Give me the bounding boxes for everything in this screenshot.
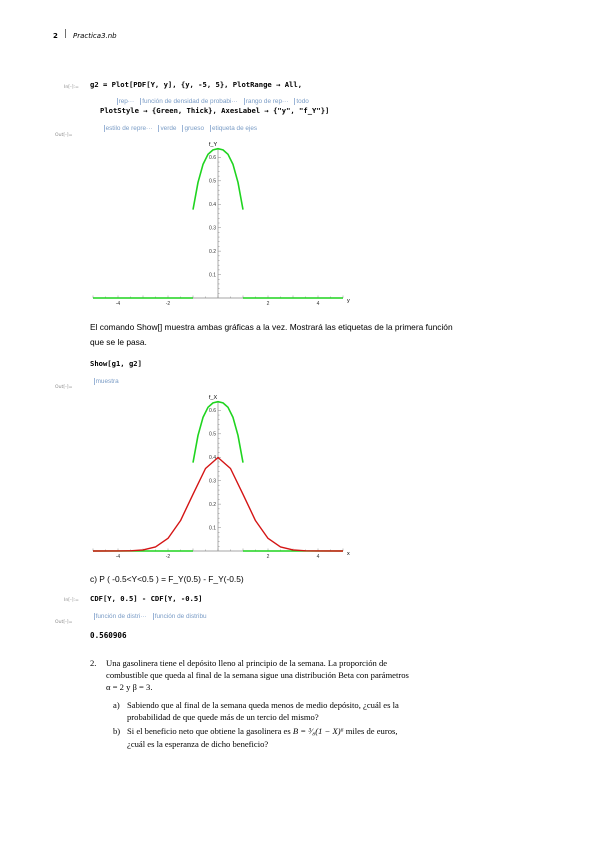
hint: rango de rep··· — [245, 98, 289, 105]
y-tick-label: 0.5 — [209, 178, 216, 185]
x-tick-label: 4 — [316, 554, 320, 560]
header-separator: | — [64, 29, 68, 39]
hint: rep··· — [118, 98, 135, 105]
x-axis-label: y — [347, 298, 350, 304]
result-value: 0.560906 — [90, 631, 127, 640]
benefit-formula: B = ³⁄₈(1 − X)⁶ — [292, 726, 344, 736]
hint: grueso — [184, 125, 204, 132]
x-tick-label: 2 — [266, 301, 270, 307]
probability-statement: c) P ( -0.5<Y<0.5 ) = F_Y(0.5) - F_Y(-0.5) — [90, 574, 244, 584]
y-tick-label: 0.4 — [209, 202, 216, 209]
hint: función de densidad de probabi··· — [142, 98, 238, 105]
y-tick-label: 0.1 — [209, 525, 216, 532]
y-tick-label: 0.3 — [209, 478, 216, 485]
problem-line: ¿cuál es la esperanza de dicho beneficio? — [127, 739, 269, 749]
subpart-label: a) — [113, 700, 120, 710]
problem-line — [127, 726, 398, 737]
code-line[interactable]: g2 = Plot[PDF[Y, y], {y, -5, 5}, PlotRange → All, — [90, 80, 303, 89]
y-tick-label: 0.6 — [209, 408, 216, 415]
input-label: In[-]:= — [64, 598, 79, 603]
x-axis-label: x — [347, 551, 350, 557]
hint: etiqueta de ejes — [212, 125, 258, 132]
code-line[interactable]: Show[g1, g2] — [90, 359, 142, 368]
pdf-plot-show — [85, 391, 365, 563]
autocomplete-hints — [90, 371, 125, 385]
output-label: Out[-]= — [55, 133, 73, 138]
y-tick-label: 0.6 — [209, 155, 216, 162]
problem-line: α = 2 y β = 3. — [106, 682, 153, 692]
input-label: In[-]:= — [64, 85, 79, 90]
problem-line: probabilidad de que quede más de un tercio del mismo? — [127, 712, 319, 722]
x-tick-label: -2 — [165, 554, 171, 560]
problem-text: Si el beneficio neto que obtiene la gasolinera es — [127, 726, 293, 736]
hint: muestra — [95, 378, 119, 385]
x-tick-label: -2 — [165, 301, 171, 307]
output-label: Out[-]= — [55, 385, 73, 390]
hint: verde — [160, 125, 177, 132]
x-tick-label: -4 — [115, 554, 121, 560]
hint: todo — [296, 98, 309, 105]
page-number: 2 — [53, 32, 58, 40]
autocomplete-hints — [113, 91, 315, 105]
y-tick-label: 0.4 — [209, 455, 216, 462]
paragraph-line: El comando Show[] muestra ambas gráficas a la vez. Mostrará las etiquetas de la primera función — [90, 322, 453, 332]
y-tick-label: 0.3 — [209, 225, 216, 232]
paragraph-line: que se le pasa. — [90, 337, 147, 347]
problem-line: Sabiendo que al final de la semana queda menos de medio depósito, ¿cuál es la — [127, 700, 399, 710]
output-label: Out[-]= — [55, 620, 73, 625]
problem-line: Una gasolinera tiene el depósito lleno al principio de la semana. La proporción de — [106, 658, 388, 668]
autocomplete-hints — [90, 606, 213, 620]
problem-number: 2. — [90, 658, 97, 668]
y-tick-label: 0.2 — [209, 501, 216, 508]
subpart-label: b) — [113, 726, 121, 736]
pdf-plot-g2 — [85, 138, 365, 310]
y-tick-label: 0.1 — [209, 272, 216, 279]
autocomplete-hints — [100, 118, 263, 132]
problem-line: combustible que queda al final de la semana sigue una distribución Beta con parámetros — [106, 670, 409, 680]
x-tick-label: 2 — [266, 554, 270, 560]
x-tick-label: -4 — [115, 301, 121, 307]
code-line[interactable]: PlotStyle → {Green, Thick}, AxesLabel → {"y", "f_Y"}] — [100, 106, 330, 115]
y-tick-label: 0.2 — [209, 248, 216, 255]
hint: función de distribu — [154, 613, 207, 620]
y-axis-label: f_Y — [208, 142, 218, 148]
hint: estilo de repre··· — [105, 125, 153, 132]
problem-text: miles de euros, — [343, 726, 398, 736]
notebook-name: Practica3.nb — [73, 32, 117, 40]
y-axis-label: f_X — [208, 395, 218, 401]
code-line[interactable]: CDF[Y, 0.5] - CDF[Y, -0.5] — [90, 594, 203, 603]
x-tick-label: 4 — [316, 301, 320, 307]
hint: función de distri··· — [95, 613, 147, 620]
y-tick-label: 0.5 — [209, 431, 216, 438]
